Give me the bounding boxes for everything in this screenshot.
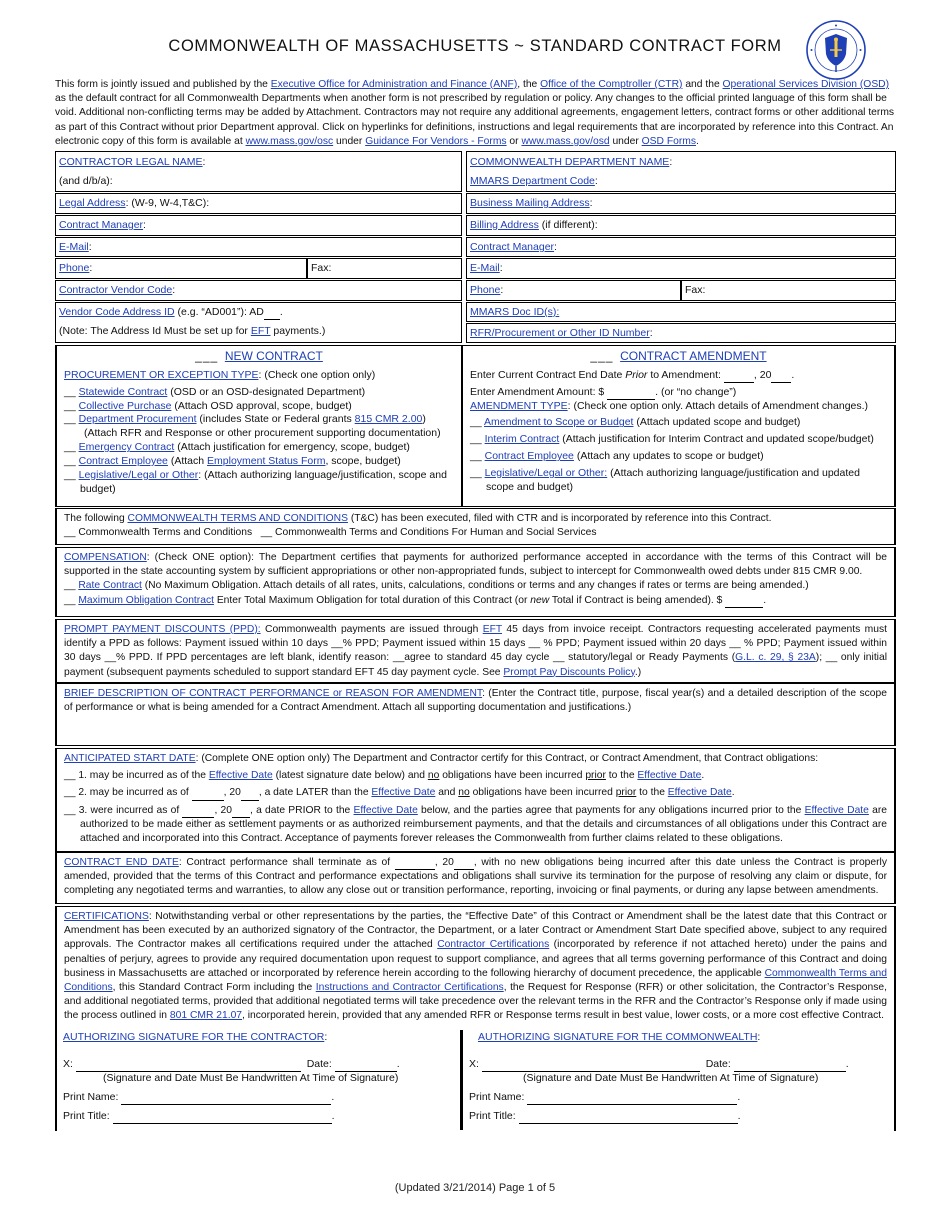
department-name-cell[interactable]: COMMONWEALTH DEPARTMENT NAME: MMARS Department Code: [466,151,896,192]
new-contract-link[interactable]: NEW CONTRACT [224,349,323,363]
contractor-signature-heading: AUTHORIZING SIGNATURE FOR THE CONTRACTOR: [63,1031,328,1043]
tc-option-standard[interactable]: Commonwealth Terms and Conditions [78,527,253,539]
contractor-print-title[interactable]: Print Title: . [63,1110,335,1122]
contract-manager-link[interactable]: Contract Manager [59,219,144,231]
collective-purchase-link[interactable]: Collective Purchase [78,399,172,412]
phone-link[interactable]: Phone [59,262,90,274]
dept-contract-manager-link[interactable]: Contract Manager [470,241,555,253]
effective-date-link-1[interactable]: Effective Date [208,770,273,782]
effective-date-link-2[interactable]: Effective Date [637,770,702,782]
dept-fax-label: Fax: [685,284,706,296]
business-address-link[interactable]: Business Mailing Address [470,197,590,209]
dept-email-cell[interactable]: E-Mail: [466,258,896,279]
ppd-eft-link[interactable]: EFT [482,624,502,635]
contractor-signature-line[interactable]: X: Date: . [63,1058,400,1070]
maximum-obligation-link[interactable]: Maximum Obligation Contract [78,594,214,606]
contract-amendment-link[interactable]: CONTRACT AMENDMENT [620,349,767,363]
mmars-dept-code-link[interactable]: MMARS Department Code [470,175,595,187]
billing-address-cell[interactable]: Billing Address (if different): [466,215,896,236]
amendment-scope-link[interactable]: Amendment to Scope or Budget [484,416,634,429]
commonwealth-tc-link[interactable]: Commonwealth Terms and Conditions [64,967,887,994]
emergency-contract-link[interactable]: Emergency Contract [78,441,175,454]
amendment-type-link[interactable]: AMENDMENT TYPE [470,399,568,412]
end-date-link[interactable]: CONTRACT END DATE [64,857,179,868]
anf-link[interactable]: Executive Office for Administration and Finance (ANF) [270,79,518,90]
legal-address-link[interactable]: Legal Address [59,197,126,209]
ctr-link[interactable]: Office of the Comptroller (CTR) [540,79,683,90]
vendor-code-link[interactable]: Contractor Vendor Code [59,284,173,296]
start-date-section: ANTICIPATED START DATE: (Complete ONE option only) The Department and Contractor certify for this Contract, or Contract Amendment, that Contract obligations: __ 1. may be incurred as of the Effective Date (latest signature date below) and no obligations have been incurred prior to the Effective Date. __ 2. may be incurred as of , 20 , a date LATER than the Effective Date and no obligations have been incurred prior to the Effective Date. __ 3. were incurred as of , 20 , a date PRIOR to the Effective Date below, and the parties agree that payments for any obligations incurred prior to the Effective Date are authorized to be made either as settlement payments or as authorized reimbursement payments, and that the details and circumstances of all obligations under this Contract are attached and incorporated into this Contract. Acceptance of payments forever releases the Commonwealth from further claims related to these obligations. [55,748,896,852]
osc-url-link[interactable]: www.mass.gov/osc [245,135,334,147]
email-link[interactable]: E-Mail [59,241,89,253]
doc-ids-cell[interactable] [466,302,896,322]
procurement-type-link[interactable]: PROCUREMENT OR EXCEPTION TYPE [64,368,259,381]
dept-phone-cell[interactable]: Phone: [466,280,681,301]
amendment-section: ___ CONTRACT AMENDMENT Enter Current Contract End Date Prior to Amendment: , 20 . Enter Amendment Amount: $ . (or “no change”) AMENDMENT TYPE: (Check one option only. Attach details of Amendment changes.) __ Amendment to Scope or Budget (Attach updated scope and budget) __ Interim Contract (Attach justification for Interim Contract and updated scope/budget) __ Contract Employee (Attach any updates to scope or budget) __ Legislative/Legal or Other: (Attach authorizing language/justification and updated scope and budget) [462,345,896,507]
page-footer: (Updated 3/21/2014) Page 1 of 5 [394,1182,556,1194]
effective-date-link-3[interactable]: Effective Date [371,787,436,799]
tc-option-human-services[interactable]: Commonwealth Terms and Conditions For Human and Social Services [275,527,597,539]
dp-attach-note: (Attach RFR and Response or other procurement supporting documentation) [84,427,441,440]
prompt-payment-section: PROMPT PAYMENT DISCOUNTS (PPD): Commonwealth payments are issued through EFT 45 days from invoice receipt. Contractors requesting accelerated payments must identify a PPD as follows: Payment issued within 10 days __% PPD; Payment issued within 15 days __ % PPD; Payment issued within 20 days __ % PPD; Payment issued within 30 days __% PPD. If PPD percentages are left blank, identify reason: __agree to standard 45 day cycle __ statutory/legal or Ready Payments (G.L. c. 29, § 23A); __ only initial payment (subsequent payments scheduled to support standard EFT 45 day payment cycle. See Prompt Pay Discounts Policy.) [55,619,896,683]
brief-description-link[interactable]: BRIEF DESCRIPTION OF CONTRACT PERFORMANCE or REASON FOR AMENDMENT [64,688,483,699]
prompt-pay-policy-link[interactable]: Prompt Pay Discounts Policy [503,666,635,678]
legislative-other-link[interactable]: Legislative/Legal or Other [78,468,199,481]
contractor-certifications-link[interactable]: Contractor Certifications [437,939,550,951]
phone-cell[interactable]: Phone: [55,258,307,279]
legal-address-cell[interactable]: Legal Address: (W-9, W-4,T&C): [55,193,462,214]
doc-ids-link[interactable]: MMARS Doc ID(s): [470,306,560,318]
compensation-section: COMPENSATION: (Check ONE option): The Department certifies that payments for authorized performance accepted in accordance with the terms of this Contract will be supported in the state accounting system by sufficient appropriations or other non-appropriated funds, subject to intercept for Commonwealth owed debts under 815 CMR 9.00. __ Rate Contract (No Maximum Obligation. Attach details of all rates, units, calculations, conditions or terms and any changes if rates or terms are being amended.) __ Maximum Obligation Contract Enter Total Maximum Obligation for total duration of this Contract (or new Total if Contract is being amended). $ . [55,547,896,617]
dba-label: (and d/b/a): [59,175,113,187]
employment-status-form-link[interactable]: Employment Status Form [207,454,326,467]
business-address-cell[interactable]: Business Mailing Address: [466,193,896,214]
dept-phone-link[interactable]: Phone [470,284,501,296]
commonwealth-signature-line[interactable]: X: Date: . [469,1058,849,1070]
commonwealth-signature-note: (Signature and Date Must Be Handwritten At Time of Signature) [523,1072,819,1084]
certifications-section: CERTIFICATIONS: Notwithstanding verbal or other representations by the parties, the “Effective Date” of this Contract or Amendment shall be the latest date that this Contract or Amendment has been executed by an authorized signatory of the Contractor, the Department, or a later Contract or Amendment Start Date specified above, subject to any required approvals. The Contractor makes all certifications required under the attached Contractor Certifications (incorporated by reference if not attached hereto) under the pains and penalties of perjury, agrees to provide any required documentation upon request to support compliance, and agrees that all terms governing performance of this Contract and doing business in Massachusetts are attached or incorporated by reference herein according to the following hierarchy of document precedence, the applicable Commonwealth Terms and Conditions, this Standard Contract Form including the Instructions and Contractor Certifications, the Request for Response (RFR) or other solicitation, the Contractor’s Response, and additional negotiated terms, provided that additional negotiated terms will take precedence over the relevant terms in the RFR and the Contractor’s Response only if made using the process outlined in 801 CMR 21.07, incorporated herein, provided that any amended RFR or Response terms result in best value, lower costs, or a more cost effective Contract. [55,906,896,1131]
brief-description-section[interactable]: BRIEF DESCRIPTION OF CONTRACT PERFORMANCE or REASON FOR AMENDMENT: (Enter the Contract title, purpose, fiscal year(s) and a detailed description of the scope of performance or what is being amended for a Contract Amendment. Attach all supporting documentation and justifications.) [55,683,896,746]
vendor-address-id-cell[interactable]: Vendor Code Address ID (e.g. “AD001”): AD . (Note: The Address Id Must be set up for EFT payments.) [55,302,462,343]
fax-label: Fax: [311,262,332,274]
gl-c29-link[interactable]: G.L. c. 29, § 23A [735,652,816,664]
state-seal-icon [806,20,866,80]
terms-conditions-link[interactable]: COMMONWEALTH TERMS AND CONDITIONS [127,513,348,524]
terms-conditions-section: The following COMMONWEALTH TERMS AND CONDITIONS (T&C) has been executed, filed with CTR and is incorporated by reference into this Contract. __ Commonwealth Terms and Conditions __ Commonwealth Terms and Conditions For Human and Social Services [55,508,896,545]
contractor-print-name[interactable]: Print Name: . [63,1091,335,1103]
rate-contract-link[interactable]: Rate Contract [78,580,142,592]
commonwealth-print-name[interactable]: Print Name: . [469,1091,741,1103]
ppd-link[interactable]: PROMPT PAYMENT DISCOUNTS (PPD): [64,624,261,635]
intro-paragraph: This form is jointly issued and published by the Executive Office for Administration and Finance (ANF), the Office of the Comptroller (CTR) and the Operational Services Division (OSD) as the default contract for all Commonwealth Departments when another form is not prescribed by regulation or policy. Any changes to the official printed language of this form shall be void. Additional non-conflicting terms may be added by Attachment. Contractors may not require any additional agreements, engagement letters, contract forms or other additional terms as part of this Contract without prior Department approval. Click on hyperlinks for definitions, instructions and legal requirements that are incorporated by reference into this Contract. An electronic copy of this form is available at www.mass.gov/osc under Guidance For Vendors - Forms or www.mass.gov/osd under OSD Forms. [55,79,895,147]
dept-procurement-link[interactable]: Department Procurement [78,413,197,426]
contractor-signature-note: (Signature and Date Must Be Handwritten At Time of Signature) [103,1072,399,1084]
statewide-contract-link[interactable]: Statewide Contract [78,385,168,398]
end-date-section: CONTRACT END DATE: Contract performance shall terminate as of , 20 , with no new obligations being incurred after this date unless the Contract is properly amended, provided that the terms of this Contract and performance expectations and obligations shall survive its termination for the purpose of resolving any claim or dispute, for completing any negotiated terms and warranties, to allow any close out or transition performance, reporting, invoicing or final payments, or during any lapse between amendments. [55,852,896,904]
billing-address-link[interactable]: Billing Address [470,219,539,231]
osd-forms-link[interactable]: OSD Forms [641,135,697,147]
dept-email-link[interactable]: E-Mail [470,262,500,274]
contract-employee-link[interactable]: Contract Employee [78,454,168,467]
cmr-200-link[interactable]: 815 CMR 2.00 [354,413,423,426]
eft-link[interactable]: EFT [250,325,271,337]
vendor-code-cell[interactable]: Contractor Vendor Code: [55,280,462,301]
effective-date-link-5[interactable]: Effective Date [353,804,418,816]
osd-link[interactable]: Operational Services Division (OSD) [722,79,890,90]
cmr-2107-link[interactable]: 801 CMR 21.07 [169,1010,243,1022]
osd-url-link[interactable]: www.mass.gov/osd [521,135,610,147]
start-date-link[interactable]: ANTICIPATED START DATE [64,753,196,764]
fax-cell[interactable] [307,258,462,279]
guidance-vendors-link[interactable]: Guidance For Vendors - Forms [365,135,507,147]
effective-date-link-4[interactable]: Effective Date [667,787,732,799]
effective-date-link-6[interactable]: Effective Date [804,804,869,816]
dept-contract-manager-cell[interactable]: Contract Manager: [466,237,896,257]
instructions-certifications-link[interactable]: Instructions and Contractor Certifications [315,982,504,994]
rfr-cell[interactable]: RFR/Procurement or Other ID Number: [466,323,896,343]
amend-legislative-link[interactable]: Legislative/Legal or Other: [484,466,608,479]
department-name-link[interactable]: COMMONWEALTH DEPARTMENT NAME [470,156,670,168]
amend-contract-employee-link[interactable]: Contract Employee [484,450,574,463]
signature-divider [460,1030,463,1130]
interim-contract-link[interactable]: Interim Contract [484,433,560,446]
contractor-name-cell[interactable]: CONTRACTOR LEGAL NAME: (and d/b/a): [55,151,462,192]
certifications-link[interactable]: CERTIFICATIONS [64,911,149,922]
email-cell[interactable]: E-Mail: [55,237,462,257]
rfr-link[interactable]: RFR/Procurement or Other ID Number [470,327,650,339]
compensation-link[interactable]: COMPENSATION [64,552,147,563]
dept-fax-cell[interactable] [681,280,896,301]
contract-manager-cell[interactable]: Contract Manager: [55,215,462,236]
commonwealth-print-title[interactable]: Print Title: . [469,1110,741,1122]
new-contract-section: ___ NEW CONTRACT PROCUREMENT OR EXCEPTION TYPE: (Check one option only) __ Statewide Contract (OSD or an OSD-designated Department) __ Collective Purchase (Attach OSD approval, scope, budget) __ Department Procurement (includes State or Federal grants 815 CMR 2.00) (Attach RFR and Response or other procurement supporting documentation) __ Emergency Contract (Attach justification for emergency, scope, budget) __ Contract Employee (Attach Employment Status Form, scope, budget) __ Legislative/Legal or Other: (Attach authorizing language/justification, scope and budget) [55,345,462,507]
commonwealth-signature-heading: AUTHORIZING SIGNATURE FOR THE COMMONWEALTH: [478,1031,761,1043]
page-title: COMMONWEALTH OF MASSACHUSETTS ~ STANDARD CONTRACT FORM [168,37,782,55]
vendor-address-id-link[interactable]: Vendor Code Address ID [59,306,175,318]
contractor-legal-name-link[interactable]: CONTRACTOR LEGAL NAME [59,156,203,168]
